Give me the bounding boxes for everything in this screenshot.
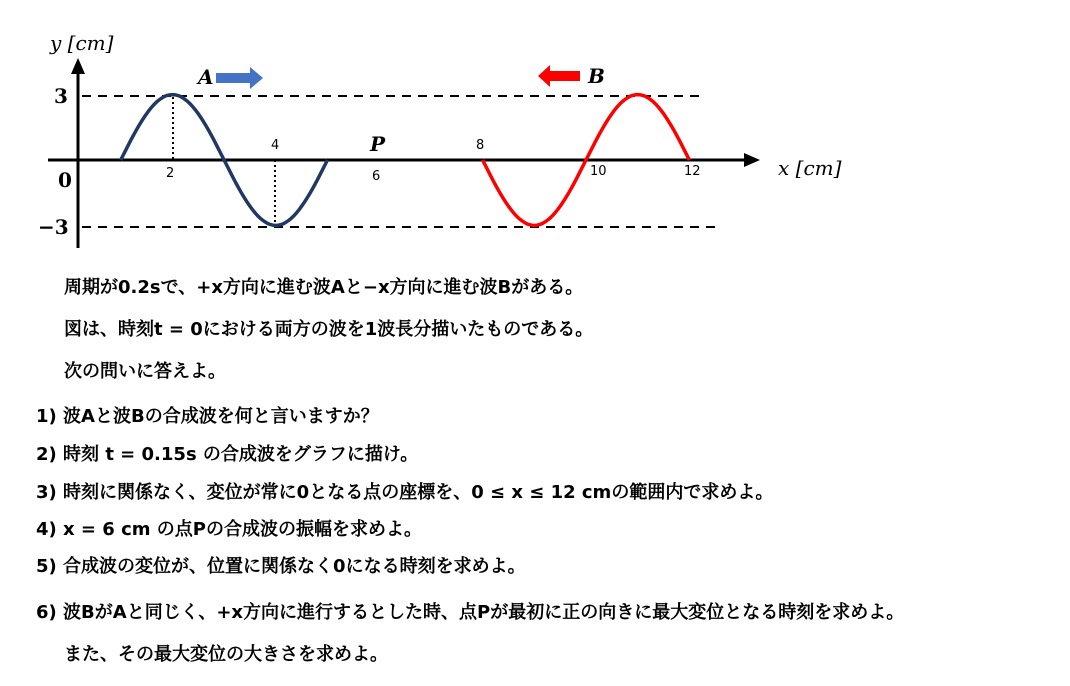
question-number: 4) [36,519,57,540]
question-number: 5) [36,556,57,577]
question-text: 時刻に関係なく、変位が常に0となる点の座標を、0 ≤ x ≤ 12 cmの範囲内で求めよ。 [63,482,774,503]
y-axis-label: y [cm] [50,31,114,55]
x-tick-12: 12 [684,164,701,179]
wave-b-label: B [588,64,605,88]
intro-line-1: 周期が0.2sで、+x方向に進む波Aと−x方向に進む波Bがある。 [64,277,584,298]
y-tick-0: 0 [58,168,72,192]
x-tick-4: 4 [271,138,280,153]
x-axis-label: x [cm] [778,156,842,180]
question-2 [36,440,418,466]
question-text: 波Aと波Bの合成波を何と言いますか？ [63,406,379,427]
question-text: 合成波の変位が、位置に関係なく0になる時刻を求めよ。 [63,556,526,577]
question-1 [36,402,379,428]
intro-line-3: 次の問いに答えよ。 [64,361,226,382]
question-5 [36,552,526,578]
question-3 [36,478,773,504]
question-number: 6) [36,602,57,623]
question-text: 時刻 t = 0.15s の合成波をグラフに描け。 [63,444,419,465]
x-tick-6: 6 [372,169,381,184]
x-tick-10: 10 [590,164,607,179]
question-4 [36,515,422,541]
x-tick-8: 8 [476,138,485,153]
point-p-label: P [370,132,386,156]
wave-a-label: A [198,65,214,89]
x-tick-2: 2 [166,166,175,181]
intro-line-2: 図は、時刻t = 0における両方の波を1波長分描いたものである。 [64,319,594,340]
y-tick-minus-3: −3 [38,215,69,239]
question-6-continuation: また、その最大変位の大きさを求めよ。 [64,644,388,665]
question-text: x = 6 cm の点Pの合成波の振幅を求めよ。 [63,519,422,540]
question-number: 1) [36,406,57,427]
y-tick-3: 3 [54,84,68,108]
question-number: 2) [36,444,57,465]
question-number: 3) [36,482,57,503]
question-6 [36,598,904,624]
question-text: 波BがAと同じく、+x方向に進行するとした時、点Pが最初に正の向きに最大変位となる時刻を求めよ。 [63,602,905,623]
